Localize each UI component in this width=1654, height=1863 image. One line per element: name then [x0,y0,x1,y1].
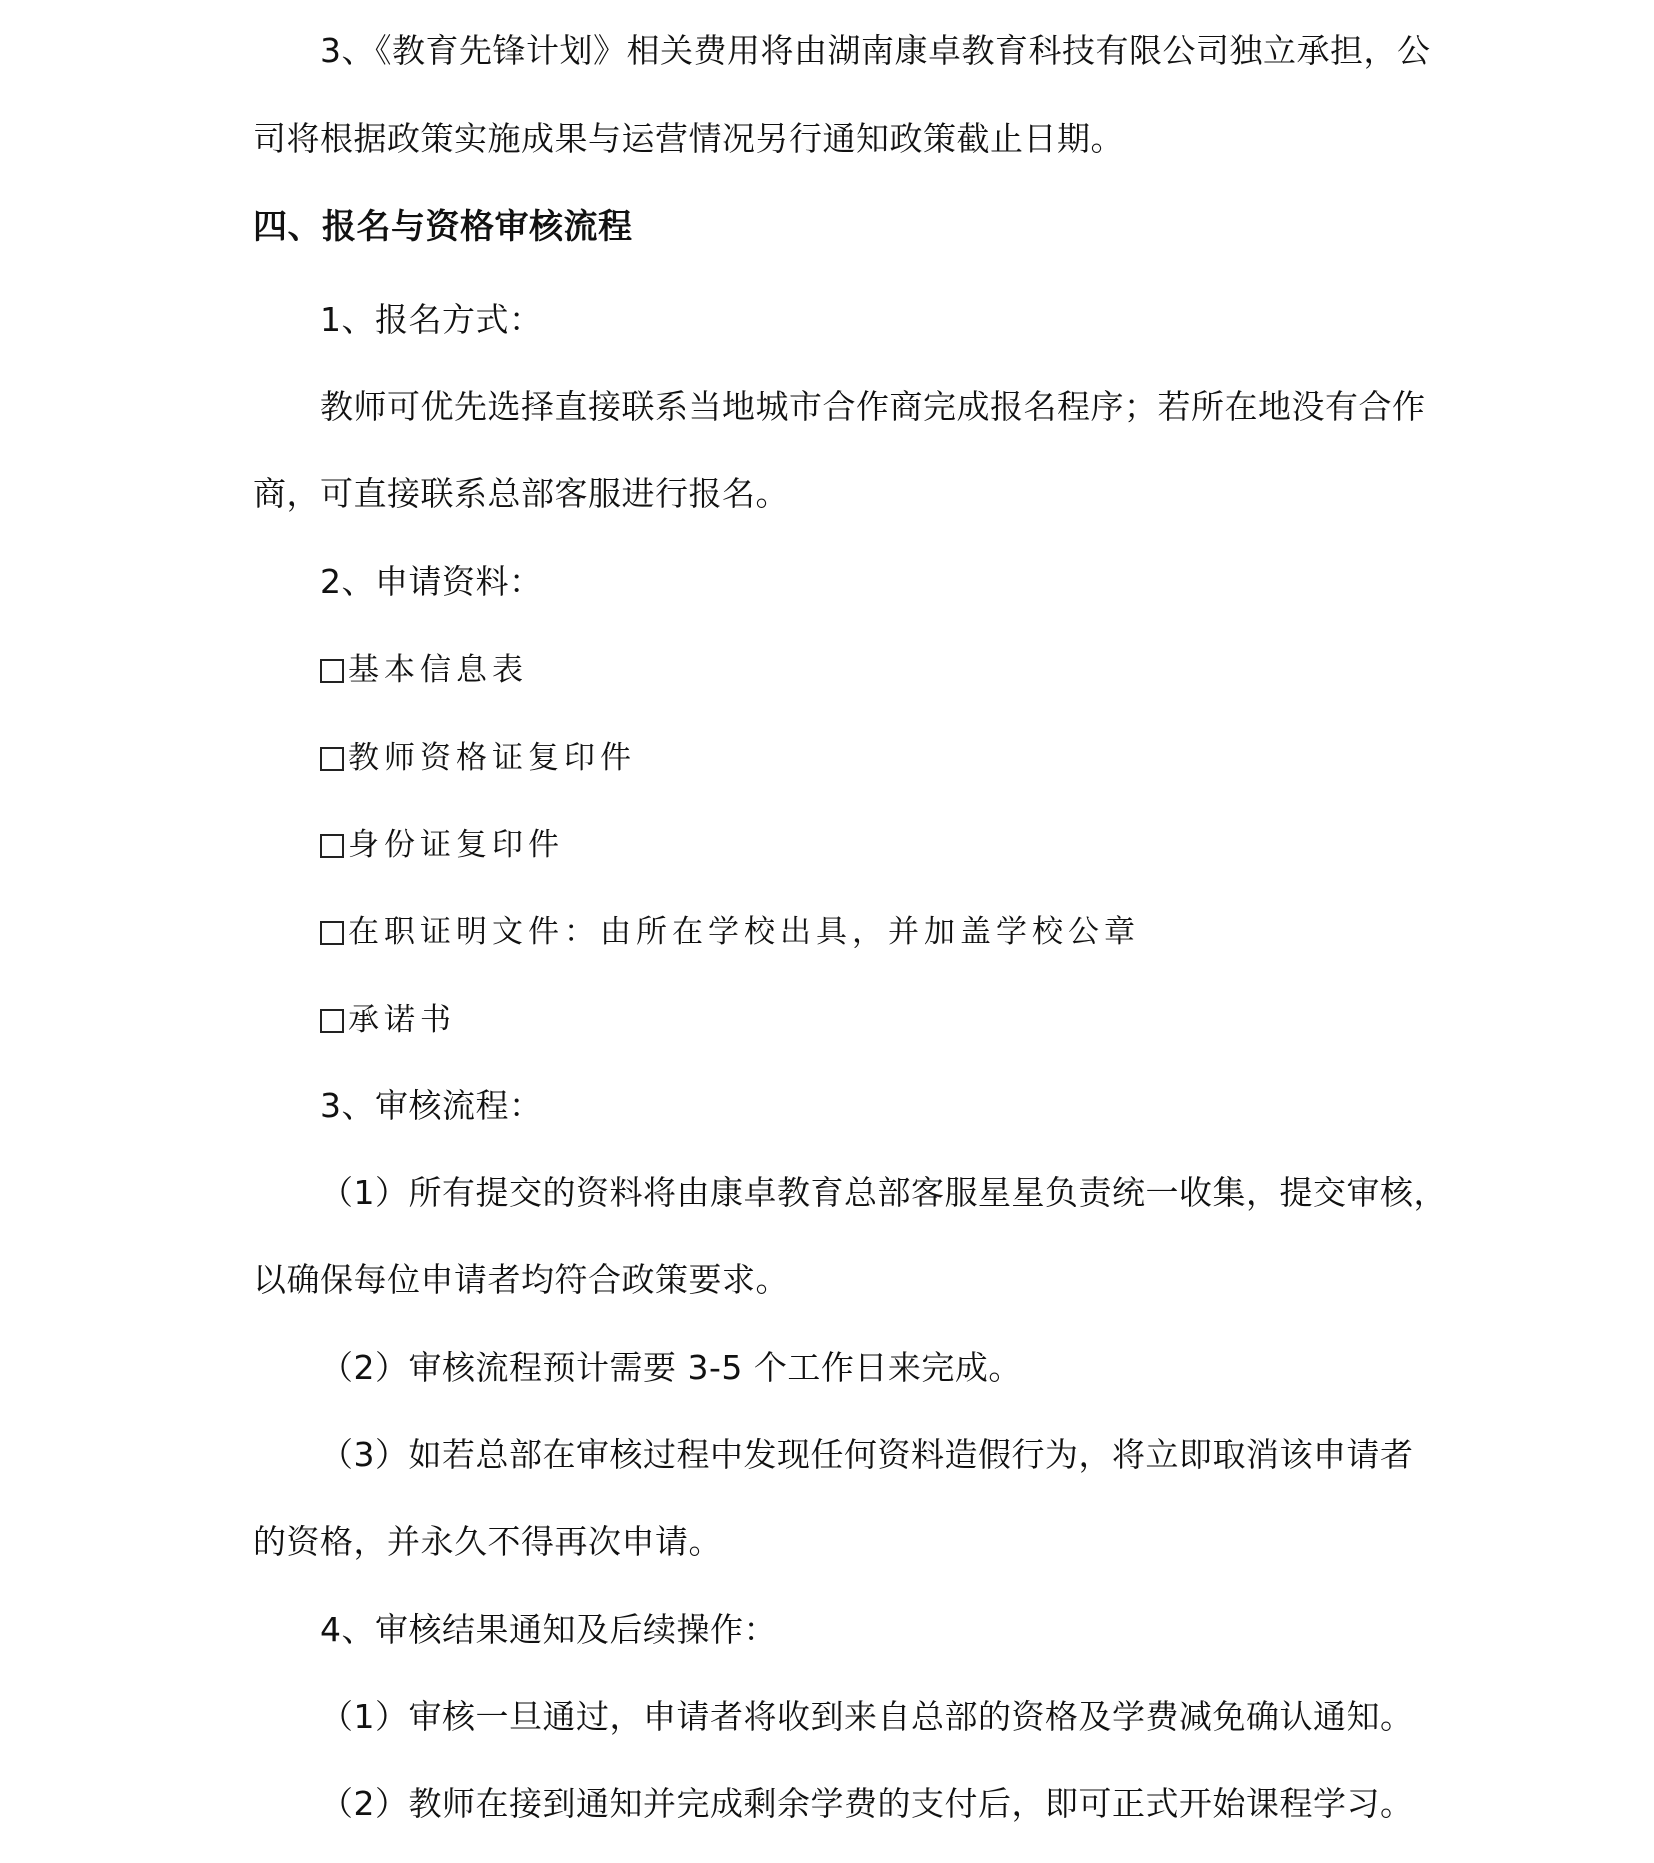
paragraph-3-line-1: 3、《教育先锋计划》相关费用将由湖南康卓教育科技有限公司独立承担，公 [320,31,1431,70]
sub2-title: 2、申请资料： [320,562,543,601]
material-item [320,649,528,690]
sub4-title: 4、审核结果通知及后续操作： [320,1610,777,1649]
paragraph-3-line-2: 司将根据政策实施成果与运营情况另行通知政策截止日期。 [253,119,1124,158]
checkbox-icon [320,834,344,858]
section-title: 四、报名与资格审核流程 [253,207,633,247]
material-label: 承诺书 [348,1002,456,1038]
sub4-item-1: （1）审核一旦通过，申请者将收到来自总部的资格及学费减免确认通知。 [320,1697,1414,1736]
sub1-title: 1、报名方式： [320,300,543,339]
material-item [320,737,636,778]
material-label: 身份证复印件 [348,827,564,863]
material-item [320,999,456,1040]
checkbox-icon [320,747,344,771]
checkbox-icon [320,921,344,945]
material-item [320,911,1140,952]
sub1-body-line-1: 教师可优先选择直接联系当地城市合作商完成报名程序；若所在地没有合作 [320,387,1426,426]
sub3-item-3-line-2: 的资格，并永久不得再次申请。 [253,1522,722,1561]
sub4-item-2: （2）教师在接到通知并完成剩余学费的支付后，即可正式开始课程学习。 [320,1784,1414,1823]
checkbox-icon [320,659,344,683]
material-item [320,824,564,865]
material-label: 在职证明文件：由所在学校出具，并加盖学校公章 [348,914,1140,950]
sub1-body-line-2: 商，可直接联系总部客服进行报名。 [253,474,789,513]
sub3-title: 3、审核流程： [320,1086,543,1125]
material-label: 基本信息表 [348,652,528,688]
sub3-item-2: （2）审核流程预计需要 3-5 个工作日来完成。 [320,1348,1022,1387]
material-label: 教师资格证复印件 [348,740,636,776]
sub3-item-1-line-2: 以确保每位申请者均符合政策要求。 [253,1260,789,1299]
sub3-item-1-line-1: （1）所有提交的资料将由康卓教育总部客服星星负责统一收集，提交审核， [320,1173,1447,1212]
sub3-item-3-line-1: （3）如若总部在审核过程中发现任何资料造假行为，将立即取消该申请者 [320,1435,1414,1474]
checkbox-icon [320,1009,344,1033]
